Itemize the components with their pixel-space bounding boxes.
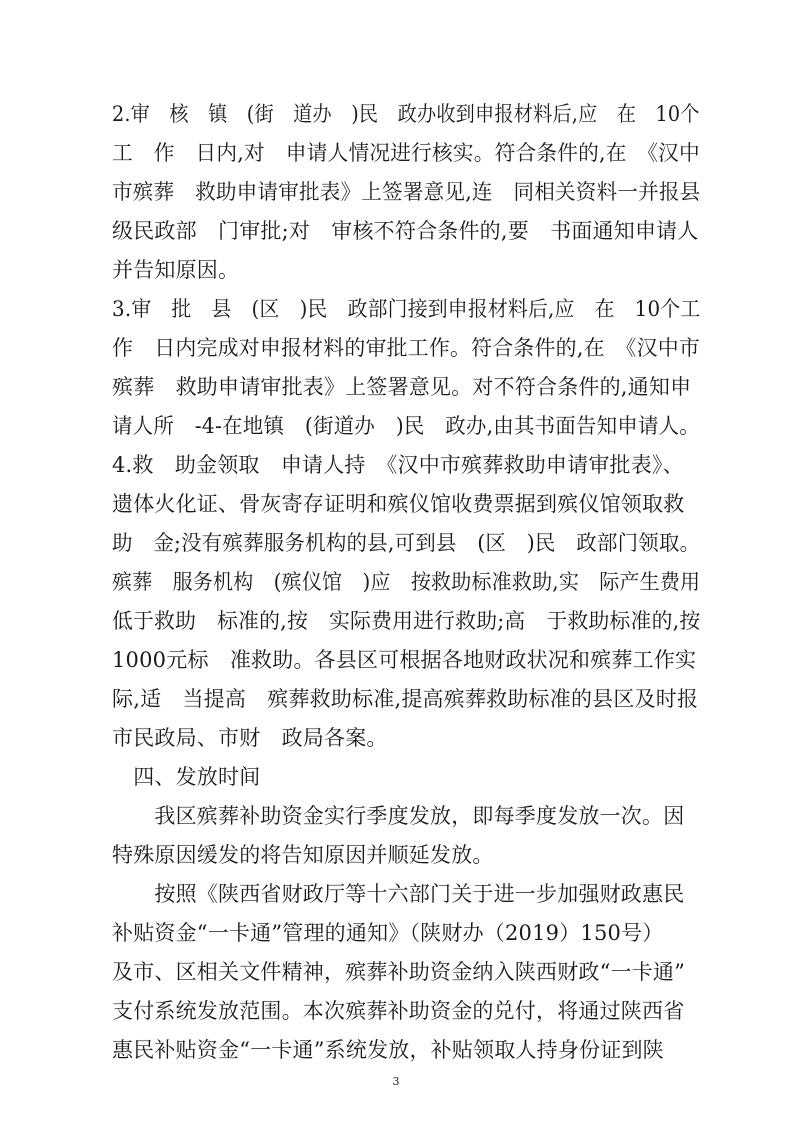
section-heading: 四、发放时间 [112, 765, 261, 789]
text-line: 及市、区相关文件精神，殡葬补助资金纳入陕西财政“一卡通” [112, 960, 686, 984]
text-line: 请人所 -4-在地镇 (街道办 )民 政办,由其书面告知申请人。 [112, 414, 701, 438]
text-line: 3.审 批 县 (区 )民 政部门接到申报材料后,应 在 10个工 [112, 297, 701, 321]
text-line: 殡葬 服务机构 (殡仪馆 )应 按救助标准救助,实 际产生费用 [112, 570, 701, 594]
text-line: 4.救 助金领取 申请人持 《汉中市殡葬救助申请审批表》、 [112, 453, 684, 477]
text-line: 支付系统发放范围。本次殡葬补助资金的兑付，将通过陕西省 [112, 999, 685, 1023]
text-line: 遗体火化证、骨灰寄存证明和殡仪馆收费票据到殡仪馆领取救 [112, 492, 685, 516]
text-line: 按照《陕西省财政厅等十六部门关于进一步加强财政惠民 [112, 882, 685, 906]
text-line: 特殊原因缓发的将告知原因并顺延发放。 [112, 843, 494, 867]
text-line: 我区殡葬补助资金实行季度发放，即每季度发放一次。因 [112, 804, 685, 828]
text-line: 助 金;没有殡葬服务机构的县,可到县 (区 )民 政部门领取。 [112, 531, 701, 555]
text-line: 1000元标 准救助。各县区可根据各地财政状况和殡葬工作实 [112, 648, 697, 672]
text-line: 2.审 核 镇 (街 道办 )民 政办收到申报材料后,应 在 10个 [112, 102, 700, 126]
text-line: 惠民补贴资金“一卡通”系统发放，补贴领取人持身份证到陕 [112, 1038, 664, 1062]
text-line: 补贴资金“一卡通”管理的通知》（陕财办（2019）150号） [112, 921, 664, 945]
text-line: 级民政部 门审批;对 审核不符合条件的,要 书面通知申请人 [112, 219, 699, 243]
page-number: 3 [392, 1075, 400, 1088]
text-line: 际,适 当提高 殡葬救助标准,提高殡葬救助标准的县区及时报 [112, 687, 699, 711]
text-line: 市民政局、市财 政局各案。 [112, 726, 388, 750]
text-line: 工 作 日内,对 申请人情况进行核实。符合条件的,在 《汉中 [112, 141, 700, 165]
text-line: 并告知原因。 [112, 258, 240, 282]
text-line: 殡葬 救助申请审批表》上签署意见。对不符合条件的,通知申 [112, 375, 692, 399]
text-line: 作 日内完成对申报材料的审批工作。符合条件的,在 《汉中市 [112, 336, 700, 360]
text-line: 市殡葬 救助申请审批表》上签署意见,连 同相关资料一并报县 [112, 180, 701, 204]
text-line: 低于救助 标准的,按 实际费用进行救助;高 于救助标准的,按 [112, 609, 701, 633]
